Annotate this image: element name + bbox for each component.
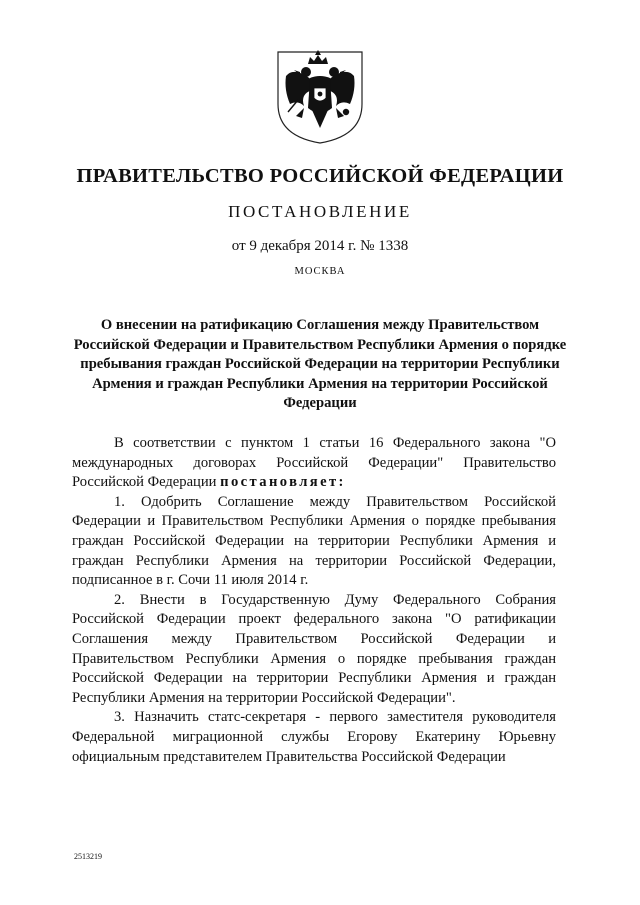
document-code: 2513219 xyxy=(74,852,102,861)
document-subject: О внесении на ратификацию Соглашения между Правительством Российской Федерации и Правительством Республики Армения о порядке пребывания граждан Российской Федерации на территории Республики Армения и граждан Республики Армения на территории Российской Федерации xyxy=(73,317,567,412)
preamble-text: В соответствии с пунктом 1 статьи 16 Федерального закона "О международных договорах Российской Федерации" Правительство Российской Федерации xyxy=(72,435,556,491)
document-date-number: от 9 декабря 2014 г. № 1338 xyxy=(231,238,409,254)
item-2-paragraph: 2. Внести в Государственную Думу Федерального Собрания Российской Федерации проект федерального закона "О ратификации Соглашения между Правительством Российской Федерации и Правительством Республики Армения о порядке пребывания граждан Российской Федерации на территории Республики Армения и граждан Республики Армения на территории Российской Федерации". xyxy=(72,591,556,706)
item-3-paragraph: 3. Назначить статс-секретаря - первого заместителя руководителя Федеральной миграционной службы Егорову Екатерину Юрьевну официальным представителем Правительства Российской Федерации xyxy=(72,709,556,765)
government-title: ПРАВИТЕЛЬСТВО РОССИЙСКОЙ ФЕДЕРАЦИИ xyxy=(76,165,564,187)
coat-of-arms-icon xyxy=(274,46,366,146)
decree-word: постановляет: xyxy=(220,474,346,491)
document-type: ПОСТАНОВЛЕНИЕ xyxy=(228,202,412,221)
preamble-paragraph xyxy=(72,434,556,493)
document-city: МОСКВА xyxy=(294,266,346,277)
document-body xyxy=(72,434,556,767)
item-1-paragraph: 1. Одобрить Соглашение между Правительством Российской Федерации и Правительством Республики Армения о порядке пребывания граждан Российской Федерации на территории Республики Армения и граждан Республики Армения на территории Российской Федерации, подписанное в г. Сочи 11 июля 2014 г. xyxy=(72,493,556,589)
